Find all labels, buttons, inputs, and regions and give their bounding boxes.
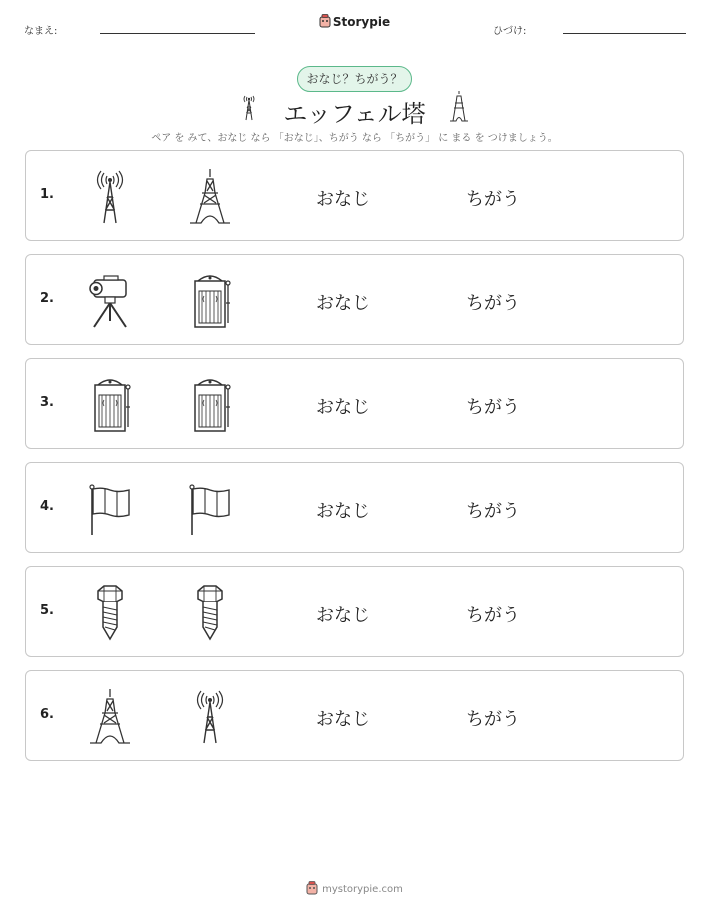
question-number: 4. bbox=[40, 499, 54, 514]
storypie-logo-icon bbox=[306, 881, 318, 895]
elevator-cage-icon bbox=[182, 375, 238, 433]
question-row-6 bbox=[25, 670, 684, 761]
same-option[interactable]: おなじ bbox=[316, 605, 370, 626]
question-row-1 bbox=[25, 150, 684, 241]
different-option[interactable]: ちがう bbox=[466, 501, 520, 522]
surveying-instrument-icon bbox=[82, 271, 138, 329]
elevator-cage-icon bbox=[82, 375, 138, 433]
eiffel-tower-icon bbox=[182, 167, 238, 225]
brand-name: Storypie bbox=[332, 15, 391, 29]
same-option[interactable]: おなじ bbox=[316, 189, 370, 210]
question-row-4 bbox=[25, 462, 684, 553]
question-number: 3. bbox=[40, 395, 54, 410]
question-number: 2. bbox=[40, 291, 54, 306]
brand bbox=[0, 14, 709, 29]
page-title: エッフェル塔 bbox=[283, 100, 426, 128]
eiffel-tower-icon bbox=[82, 687, 138, 745]
question-row-5 bbox=[25, 566, 684, 657]
different-option[interactable]: ちがう bbox=[466, 709, 520, 730]
question-number: 6. bbox=[40, 707, 54, 722]
footer-url[interactable]: mystorypie.com bbox=[322, 884, 403, 895]
different-option[interactable]: ちがう bbox=[466, 189, 520, 210]
radio-tower-icon bbox=[182, 687, 238, 745]
flag-icon bbox=[182, 479, 238, 537]
bolt-icon bbox=[182, 583, 238, 641]
different-option[interactable]: ちがう bbox=[466, 397, 520, 418]
bolt-icon bbox=[82, 583, 138, 641]
elevator-cage-icon bbox=[182, 271, 238, 329]
same-option[interactable]: おなじ bbox=[316, 709, 370, 730]
question-number: 1. bbox=[40, 187, 54, 202]
footer bbox=[0, 881, 709, 895]
different-option[interactable]: ちがう bbox=[466, 293, 520, 314]
date-line[interactable] bbox=[563, 33, 686, 34]
question-number: 5. bbox=[40, 603, 54, 618]
flag-icon bbox=[82, 479, 138, 537]
badge: おなじ？ちがう？ bbox=[297, 66, 412, 92]
name-line[interactable] bbox=[100, 33, 255, 34]
same-option[interactable]: おなじ bbox=[316, 397, 370, 418]
date-label: ひづけ: bbox=[493, 26, 527, 37]
radio-tower-icon bbox=[82, 167, 138, 225]
instructions: ペア を みて、おなじ なら 「おなじ」、ちがう なら 「ちがう」 に まる を つけましょう。 bbox=[151, 133, 558, 144]
same-option[interactable]: おなじ bbox=[316, 293, 370, 314]
name-label: なまえ: bbox=[24, 26, 58, 37]
question-row-3 bbox=[25, 358, 684, 449]
different-option[interactable]: ちがう bbox=[466, 605, 520, 626]
same-option[interactable]: おなじ bbox=[316, 501, 370, 522]
storypie-logo-icon bbox=[319, 14, 331, 28]
question-row-2 bbox=[25, 254, 684, 345]
eiffel-tower-icon bbox=[447, 90, 471, 122]
